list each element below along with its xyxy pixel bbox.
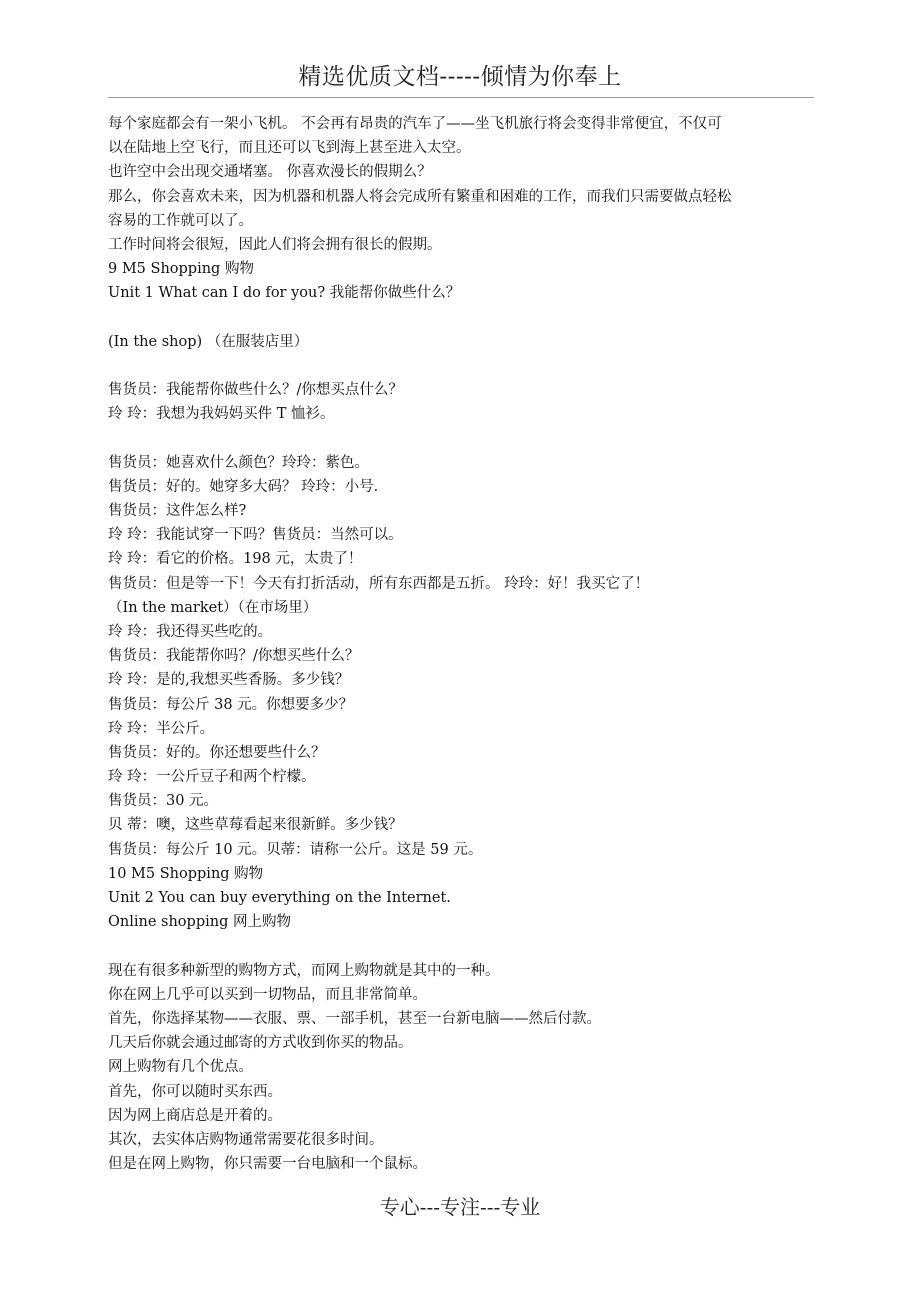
text-line: 售货员：我能帮你做些什么？/你想买点什么？ xyxy=(108,382,403,399)
text-line: 以在陆地上空飞行，而且还可以飞到海上甚至进入太空。 xyxy=(108,140,471,157)
text-line: 售货员：每公斤 10 元。贝蒂：请称一公斤。这是 59 元。 xyxy=(108,841,483,858)
blank-line xyxy=(108,306,818,330)
text-line: Unit 1 What can I do for you? 我能帮你做些什么？ xyxy=(108,285,461,302)
blank-line xyxy=(108,934,818,958)
text-line: 工作时间将会很短，因此人们将会拥有很长的假期。 xyxy=(108,236,442,253)
text-line: 玲 玲：我能试穿一下吗？售货员：当然可以。 xyxy=(108,527,403,544)
document-body xyxy=(108,112,818,1176)
text-line: 玲 玲：我想为我妈妈买件 T 恤衫。 xyxy=(108,406,335,423)
text-line: 首先，你选择某物——衣服、票、一部手机，甚至一台新电脑——然后付款。 xyxy=(108,1010,601,1027)
text-line: 售货员：好的。你还想要些什么？ xyxy=(108,744,326,761)
text-line: Online shopping 网上购物 xyxy=(108,914,291,931)
text-line: 也许空中会出现交通堵塞。 你喜欢漫长的假期么？ xyxy=(108,164,432,181)
text-line: 售货员：她喜欢什么颜色？玲玲：紫色。 xyxy=(108,454,369,471)
text-line: 售货员：好的。她穿多大码？ 玲玲：小号. xyxy=(108,478,379,495)
text-line: 售货员：我能帮你吗？/你想买些什么？ xyxy=(108,648,360,665)
text-line: 玲 玲：我还得买些吃的。 xyxy=(108,623,273,640)
text-line: 10 M5 Shopping 购物 xyxy=(108,865,264,882)
blank-line xyxy=(108,426,818,450)
text-line: 因为网上商店总是开着的。 xyxy=(108,1107,282,1124)
text-line: 贝 蒂：噢，这些草莓看起来很新鲜。多少钱？ xyxy=(108,817,403,834)
text-line: 每个家庭都会有一架小飞机。 不会再有昂贵的汽车了——坐飞机旅行将会变得非常便宜，不仅可 xyxy=(108,116,722,132)
text-line: 但是在网上购物，你只需要一台电脑和一个鼠标。 xyxy=(108,1156,427,1173)
text-line: 容易的工作就可以了。 xyxy=(108,212,253,229)
header-divider xyxy=(108,97,814,98)
text-line: 玲 玲：半公斤。 xyxy=(108,720,215,737)
text-line: 售货员：每公斤 38 元。你想要多少？ xyxy=(108,696,354,713)
text-line: 玲 玲：一公斤豆子和两个柠檬。 xyxy=(108,769,316,786)
text-line: 首先，你可以随时买东西。 xyxy=(108,1083,282,1100)
text-line: 网上购物有几个优点。 xyxy=(108,1059,253,1076)
text-line: 售货员：这件怎么样? xyxy=(108,503,247,519)
text-line: 其次，去实体店购物通常需要花很多时间。 xyxy=(108,1131,384,1148)
text-line: (In the shop) （在服装店里） xyxy=(108,333,309,350)
text-line: 玲 玲：看它的价格。198 元，太贵了！ xyxy=(108,551,363,568)
text-line: 9 M5 Shopping 购物 xyxy=(108,261,254,278)
blank-line xyxy=(108,354,818,378)
text-line: 那么，你会喜欢未来，因为机器和机器人将会完成所有繁重和困难的工作，而我们只需要做点轻松 xyxy=(108,188,732,205)
text-line: 现在有很多种新型的购物方式，而网上购物就是其中的一种。 xyxy=(108,962,500,979)
text-line: 几天后你就会通过邮寄的方式收到你买的物品。 xyxy=(108,1035,413,1052)
text-line: 售货员：30 元。 xyxy=(108,793,219,810)
page-footer: 专心---专注---专业 xyxy=(379,1195,541,1219)
text-line: （In the market）（在市场里） xyxy=(108,599,318,616)
text-line: 你在网上几乎可以买到一切物品，而且非常简单。 xyxy=(108,986,427,1003)
text-line: 玲 玲：是的,我想买些香肠。多少钱？ xyxy=(108,672,350,689)
text-line: Unit 2 You can buy everything on the Internet. xyxy=(108,890,451,906)
text-line: 售货员：但是等一下！今天有打折活动，所有东西都是五折。 玲玲：好！我买它了！ xyxy=(108,575,650,592)
page-header-title: 精选优质文档-----倾情为你奉上 xyxy=(298,64,622,90)
